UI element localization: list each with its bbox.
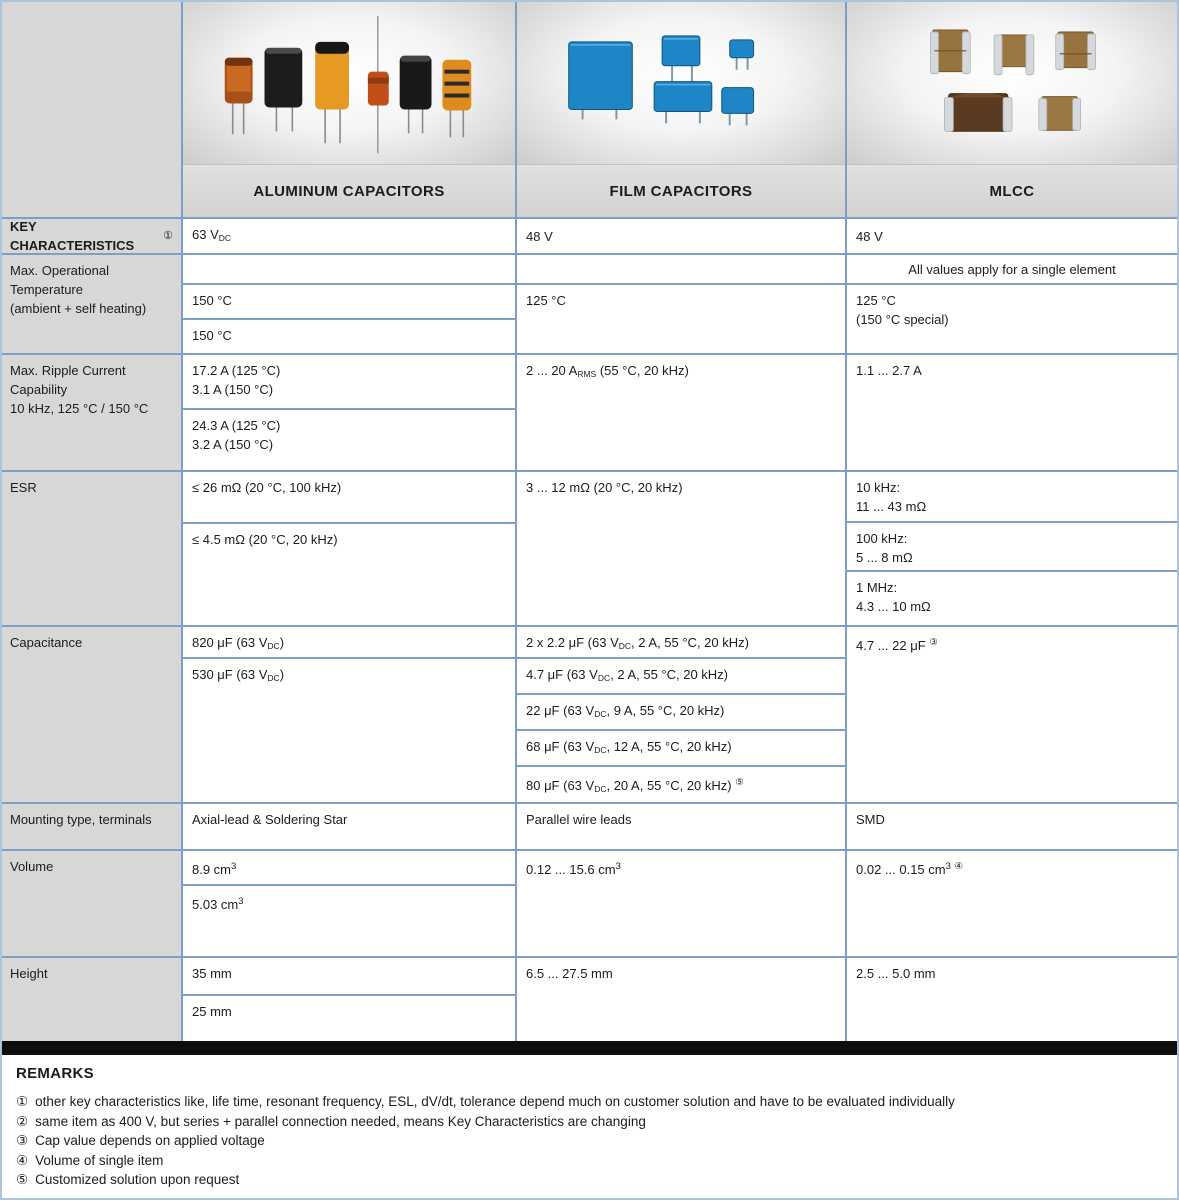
row-max-ripple-current: [2, 353, 1177, 470]
row-key-characteristics: [2, 217, 1177, 253]
remark-item-4: ④ Volume of single item: [16, 1152, 164, 1168]
row-esr: [2, 470, 1177, 625]
row-label-max-ripple-current: Max. Ripple Current Capability 10 kHz, 125 °C / 150 °C: [2, 355, 183, 470]
cell-temp-mlcc-note: All values apply for a single element: [847, 255, 1177, 285]
remark-marker-2: ②: [16, 1113, 29, 1129]
remarks-section: [2, 1055, 1177, 1198]
header-column-aluminum: [183, 2, 517, 217]
row-label-esr: ESR: [2, 472, 183, 625]
remark-marker-1: ①: [16, 1094, 29, 1109]
remark-marker-4: ④: [16, 1152, 29, 1168]
row-label-height: Height: [2, 958, 183, 1041]
cell-height-aluminum-2: 25 mm: [192, 1004, 232, 1019]
row-volume: [2, 849, 1177, 956]
cell-height-film: 6.5 ... 27.5 mm: [517, 958, 847, 1041]
cell-capacitance-film-5: 80 μF (63 VDC, 20 A, 55 °C, 20 kHz) ⑤: [526, 777, 744, 794]
cell-capacitance-mlcc: 4.7 ... 22 μF ③: [847, 627, 1177, 802]
cell-capacitance-film-1: 2 x 2.2 μF (63 VDC, 2 A, 55 °C, 20 kHz): [517, 627, 845, 659]
remark-item-5: ⑤ Customized solution upon request: [16, 1172, 240, 1187]
cell-esr-aluminum: [183, 472, 517, 625]
cell-esr-mlcc-100khz: 100 kHz: 5 ... 8 mΩ: [847, 523, 1177, 572]
header-row: [2, 2, 1177, 217]
remark-item-2: ② same item as 400 V, but series + parallel connection needed, means Key Characteristics are changing: [16, 1113, 646, 1129]
remark-item-1: ① other key characteristics like, life time, resonant frequency, ESL, dV/dt, tolerance depend much on customer solution and have to be evaluated individually: [16, 1094, 955, 1109]
row-height: [2, 956, 1177, 1041]
cell-key-film: 48 V: [517, 219, 847, 253]
column-title-mlcc-band: [847, 164, 1177, 217]
cell-mounting-aluminum: Axial-lead & Soldering Star: [183, 804, 517, 849]
cell-height-aluminum-1: 35 mm: [183, 958, 515, 996]
cell-temp-mlcc: [847, 255, 1177, 353]
cell-ripple-aluminum-2: 24.3 A (125 °C) 3.2 A (150 °C): [192, 418, 281, 452]
cell-mounting-film: Parallel wire leads: [517, 804, 847, 849]
cell-capacitance-aluminum-2: 530 μF (63 VDC): [192, 667, 285, 683]
cell-esr-aluminum-1: ≤ 26 mΩ (20 °C, 100 kHz): [183, 472, 515, 524]
cell-temp-film-value: 125 °C: [526, 293, 566, 308]
header-corner-cell: [2, 2, 183, 217]
cell-ripple-film: 2 ... 20 ARMS (55 °C, 20 kHz): [517, 355, 847, 470]
cell-temp-aluminum-1: 150 °C: [183, 285, 515, 320]
cell-volume-aluminum-1: 8.9 $cm^3$: [183, 851, 515, 886]
remark-marker-3: ③: [16, 1133, 29, 1148]
row-label-max-operational-temperature: Max. Operational Temperature (ambient + self heating): [2, 255, 183, 353]
footnote-marker-1: ①: [163, 229, 173, 242]
cell-capacitance-film-3: 22 μF (63 VDC, 9 A, 55 °C, 20 kHz): [517, 695, 845, 731]
cell-temp-aluminum: [183, 255, 517, 353]
row-mounting-type: [2, 802, 1177, 849]
row-label-key-characteristics: KEY CHARACTERISTICS ①: [2, 219, 183, 253]
cell-volume-film: 0.12 ... 15.6 $cm^3$: [517, 851, 847, 956]
cell-esr-mlcc: [847, 472, 1177, 625]
cell-capacitance-film-4: 68 μF (63 VDC, 12 A, 55 °C, 20 kHz): [517, 731, 845, 767]
cell-capacitance-aluminum-1: 820 μF (63 VDC): [183, 627, 515, 659]
column-title-film: FILM CAPACITORS: [609, 182, 753, 200]
header-column-film: [517, 2, 847, 217]
remark-item-3: ③ Cap value depends on applied voltage: [16, 1133, 265, 1148]
cell-esr-mlcc-10khz: 10 kHz: 11 ... 43 mΩ: [847, 472, 1177, 523]
row-label-capacitance: Capacitance: [2, 627, 183, 802]
cell-temp-mlcc-value: 125 °C (150 °C special): [856, 293, 949, 327]
row-capacitance: [2, 625, 1177, 802]
header-column-mlcc: [847, 2, 1177, 217]
aluminum-capacitors-photo: [183, 2, 515, 164]
row-label-volume: Volume: [2, 851, 183, 956]
row-label-mounting-type: Mounting type, terminals: [2, 804, 183, 849]
column-title-aluminum: ALUMINUM CAPACITORS: [253, 182, 445, 200]
cell-capacitance-film: [517, 627, 847, 802]
column-title-aluminum-band: [183, 164, 515, 217]
row-max-operational-temperature: [2, 253, 1177, 353]
mlcc-photo: [847, 2, 1177, 164]
film-capacitors-image: [517, 2, 845, 164]
cell-ripple-aluminum-1: 17.2 A (125 °C) 3.1 A (150 °C): [183, 355, 515, 410]
cell-volume-mlcc: 0.02 ... 0.15 $cm^3$ ④: [847, 851, 1177, 956]
cell-esr-aluminum-2: ≤ 4.5 mΩ (20 °C, 20 kHz): [192, 532, 338, 547]
cell-temp-aluminum-2: 150 °C: [192, 328, 232, 343]
remark-marker-5: ⑤: [16, 1172, 29, 1187]
black-divider-bar: [2, 1041, 1177, 1055]
cell-volume-aluminum-2: 5.03 $cm^3$: [192, 896, 244, 912]
column-title-mlcc: MLCC: [989, 182, 1035, 200]
cell-temp-film-empty: [517, 255, 845, 285]
cell-key-aluminum: 63 VDC: [183, 219, 517, 253]
cell-ripple-mlcc: 1.1 ... 2.7 A: [847, 355, 1177, 470]
film-capacitors-photo: [517, 2, 845, 164]
cell-height-mlcc: 2.5 ... 5.0 mm: [847, 958, 1177, 1041]
column-title-film-band: [517, 164, 845, 217]
aluminum-capacitors-image: [183, 2, 515, 164]
cell-capacitance-film-2: 4.7 μF (63 VDC, 2 A, 55 °C, 20 kHz): [517, 659, 845, 695]
cell-height-aluminum: [183, 958, 517, 1041]
cell-ripple-aluminum: [183, 355, 517, 470]
cell-capacitance-aluminum: [183, 627, 517, 802]
cell-mounting-mlcc: SMD: [847, 804, 1177, 849]
mlcc-image: [847, 2, 1177, 164]
cell-temp-aluminum-empty: [183, 255, 515, 285]
cell-esr-film: 3 ... 12 mΩ (20 °C, 20 kHz): [517, 472, 847, 625]
cell-key-mlcc: 48 V: [847, 219, 1177, 253]
cell-volume-aluminum: [183, 851, 517, 956]
cell-esr-mlcc-1mhz: 1 MHz: 4.3 ... 10 mΩ: [856, 580, 931, 614]
remarks-title: REMARKS: [16, 1065, 94, 1082]
cell-temp-film: [517, 255, 847, 353]
